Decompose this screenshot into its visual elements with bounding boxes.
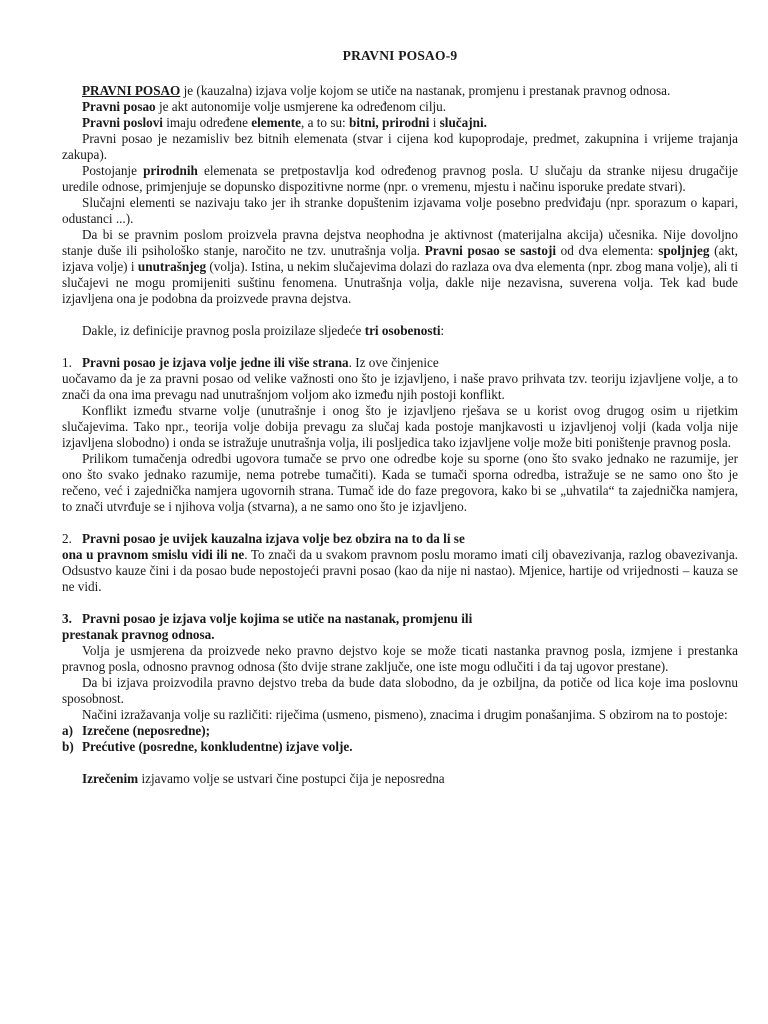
bold-term: prirodnih <box>143 163 198 178</box>
bold-term: elemente <box>251 115 302 130</box>
list-item <box>62 531 738 547</box>
paragraph: uočavamo da je za pravni posao od velike važnosti ono što je izjavljeno, i naše pravo prihvata tzv. teoriju izjavljene volje, a to znači da ona ima prevagu nad unutrašnjom voljom ako između njih postoji konflikt. <box>62 371 738 402</box>
bold-term: bitni, prirodni <box>349 115 430 130</box>
text: Da bi se pravnim poslom proizvela pravna dejstva neophodna je aktivnost (materijalna akcija) učesnika. Nije dovoljno stanje duše ili psihološko stanje, naročito ne tzv. unutrašnja volja. <box>62 227 738 258</box>
bold-term: slučajni. <box>439 115 487 130</box>
paragraph: Konflikt između stvarne volje (unutrašnje i onog što je izjavljeno rješava se u korist ovog drugog osim u rijetkim slučajevima. Tako npr., teorija volje dobija prevagu za slučaj kada postoje manjkavosti u izjavljenoj volji (kada volja nije izjavljena slobodno) i onda se istražuje unutrašnja volja, ili posljedica tako izjavljene volje može biti poništenje pravnog posla. <box>62 403 738 450</box>
paragraph <box>62 547 738 595</box>
list-item-text <box>82 355 738 371</box>
bold-term: Pravni posao je izjava volje kojima se utiče na nastanak, promjenu ili <box>82 611 473 626</box>
bold-term: Pravni posao <box>82 99 156 114</box>
paragraph: Prilikom tumačenja odredbi ugovora tumače se prvo one odredbe koje su sporne (ono što svako jednako ne razumije, jer ono što svako jednako razumije, nema potrebe tumačiti). Kada se tumači sporna odredba, istražuje se ne samo ono što je rečeno, već i zajednička namjera ugovornih strana. Tumač ide do faze pregovora, kako bi se „uhvatila“ ta zajednička namjera, to znači utvrđuje se i njihova volja (stvarna), a ne samo ono što je izjavljeno. <box>62 451 738 514</box>
list-item <box>62 723 738 739</box>
text: elemenata se pretpostavlja kod određenog pravnog posla. U slučaju da stranke nijesu drugačije uredile odnose, primjenjuje se dopunsko dispozitivne norme (npr. o vremenu, mjestu i načinu isporuke predate stvari). <box>62 163 738 194</box>
bold-term: spoljnjeg <box>658 243 710 258</box>
document-page <box>62 48 738 787</box>
text: od dva elementa: <box>556 243 659 258</box>
text: . Iz ove činjenice <box>348 355 439 370</box>
bold-term: unutrašnjeg <box>137 259 207 274</box>
text: (volja). Istina, u nekim slučajevima dolazi do razlaza ova dva elementa (npr. zbog mana volje), ali ti slučajevi ne mogu promijeniti suštinu fenomena. Unutrašnja volja, dakle nije nezavisna, suverena volja. Tek kad bude izjavljena ona je podobna da proizvede pravna dejstva. <box>62 259 738 306</box>
paragraph <box>62 163 738 195</box>
text: imaju određene <box>162 115 252 130</box>
paragraph <box>62 227 738 307</box>
bold-term: Pravni poslovi <box>82 115 163 130</box>
paragraph: Slučajni elementi se nazivaju tako jer ih stranke dopuštenim izjavama volje posebno predviđaju (npr. sporazum o kapari, odustanci ...). <box>62 195 738 226</box>
list-number: 2. <box>62 531 72 546</box>
bold-term: Pravni posao se sastoji <box>424 243 556 258</box>
bold-term: tri osobenosti <box>364 323 441 338</box>
text: izjavamo volje se ustvari čine postupci čija je neposredna <box>138 771 445 786</box>
bold-term: prestanak pravnog odnosa. <box>62 627 215 642</box>
bold-term: Pravni posao je izjava volje jedne ili više strana <box>82 355 349 370</box>
list-letter: b) <box>62 739 74 754</box>
paragraph: Pravni posao je nezamisliv bez bitnih elemenata (stvar i cijena kod kupoprodaje, predmet, zakupnina i vrijeme trajanja zakupa). <box>62 131 738 162</box>
list-item <box>62 611 738 627</box>
list-letter: a) <box>62 723 73 738</box>
list-item-text: Izrečene (neposredne); <box>82 723 211 738</box>
paragraph: Da bi izjava proizvodila pravno dejstvo treba da bude data slobodno, da je ozbiljna, da potiče od lica koje ima poslovnu sposobnost. <box>62 675 738 706</box>
text: , a to su: <box>301 115 350 130</box>
paragraph <box>62 323 738 339</box>
paragraph <box>62 99 738 115</box>
bold-term: Pravni posao je uvijek kauzalna izjava volje bez obzira na to da li se <box>82 531 465 546</box>
list-item <box>62 355 738 371</box>
page-title: PRAVNI POSAO-9 <box>342 48 458 63</box>
text: : <box>440 323 445 338</box>
text: (akt, izjava volje) i <box>62 243 738 274</box>
list-number: 3. <box>62 611 72 626</box>
paragraph <box>62 771 738 787</box>
list-item-text <box>82 531 738 547</box>
term-pravni-posao: PRAVNI POSAO <box>82 83 181 98</box>
list-item-text: Prećutive (posredne, konkludentne) izjave volje. <box>82 739 353 754</box>
paragraph <box>62 627 738 643</box>
text: i <box>429 115 440 130</box>
paragraph <box>62 115 738 131</box>
bold-term: ona u pravnom smislu vidi ili ne <box>62 547 245 562</box>
bold-term: Izrečenim <box>82 771 139 786</box>
text: . To znači da u svakom pravnom poslu moramo imati cilj obavezivanja, razlog obavezivanja. Odsustvo kauze čini i da posao bude nepostojeći pravni posao (kao da nije ni nastao). Mjenice, hartije od vrijednosti – kauza se ne vidi. <box>62 547 739 594</box>
list-item <box>62 739 738 755</box>
list-item-text <box>82 611 738 627</box>
text: je akt autonomije volje usmjerene ka određenom cilju. <box>155 99 447 114</box>
paragraph: Načini izražavanja volje su različiti: riječima (usmeno, pismeno), znacima i drugim ponašanjima. S obzirom na to postoje: <box>82 707 728 722</box>
paragraph-definition <box>62 83 738 99</box>
list-number: 1. <box>62 355 72 370</box>
text: Postojanje <box>82 163 144 178</box>
paragraph: Volja je usmjerena da proizvede neko pravno dejstvo koje se može ticati nastanka pravnog posla, izmjene i prestanka pravnog posla, odnosno pravnog odnosa (što dvije strane zaključe, one iste mogu odlučiti i da taj ugovor prestane). <box>62 643 738 674</box>
text: je (kauzalna) izjava volje kojom se utiče na nastanak, promjenu i prestanak pravnog odnosa. <box>180 83 671 98</box>
text: Dakle, iz definicije pravnog posla proizilaze sljedeće <box>82 323 365 338</box>
